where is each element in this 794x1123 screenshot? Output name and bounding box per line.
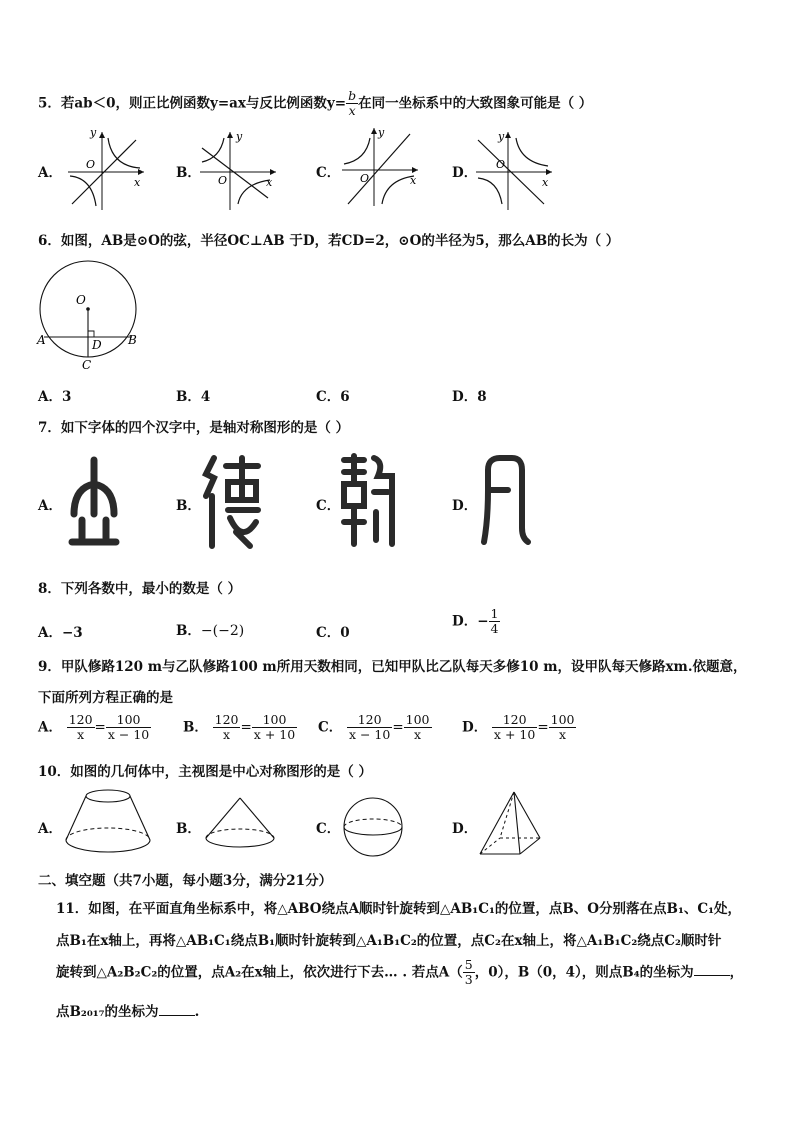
q9-option-b[interactable]: B． $\frac{120}{x}$ = $\frac{100}{x + 10}$ [183, 712, 296, 743]
q9-option-d[interactable]: D． $\frac{120}{x + 10}$ = $\frac{100}{x}$ [462, 712, 575, 743]
svg-text:O: O [86, 158, 96, 171]
q7-option-d[interactable]: D． [452, 498, 478, 514]
q10-option-d[interactable]: D． [452, 821, 478, 837]
q10-stem: 10．如图的几何体中，主视图是中心对称图形的是（ ） [38, 764, 372, 780]
q7-option-c[interactable]: C． [316, 498, 341, 514]
q9-option-c[interactable]: C． $\frac{120}{x - 10}$ = $\frac{100}{x}$ [318, 712, 430, 743]
q7-seal-char-c [338, 452, 398, 552]
q10-option-a[interactable]: A． [38, 821, 62, 837]
q10-pyramid-figure [474, 788, 546, 860]
q7-seal-char-d [478, 450, 538, 550]
q9-stem-line2: 下面所列方程正确的是 [38, 690, 173, 706]
q8-option-d[interactable]: D．− $\frac{1}{4}$ [452, 606, 499, 637]
q11-line1: 11．如图，在平面直角坐标系中，将△ABO绕点A顺时针旋转到△AB₁C₁的位置，点B、O分别落在点B₁、C₁处， [56, 901, 742, 917]
svg-text:x: x [266, 176, 273, 189]
svg-text:x: x [542, 176, 549, 189]
svg-text:y: y [236, 130, 243, 143]
q11-line2: 点B₁在x轴上，再将△AB₁C₁绕点B₁顺时针旋转到△A₁B₁C₂的位置，点C₂在x轴上，将△A₁B₁C₂绕点C₂顺时针 [56, 933, 722, 949]
svg-text:D: D [92, 338, 102, 352]
q10-option-c[interactable]: C． [316, 821, 341, 837]
q5-option-d[interactable]: D． [452, 165, 478, 181]
section-2-title: 二、填空题（共7小题，每小题3分，满分21分） [38, 873, 333, 889]
q6-option-a[interactable]: A．3 [38, 389, 72, 405]
q6-option-d[interactable]: D．8 [452, 389, 487, 405]
svg-text:O: O [496, 158, 506, 171]
q7-option-b[interactable]: B． [176, 498, 201, 514]
q8-option-c[interactable]: C．0 [316, 625, 350, 641]
q11-line3: 旋转到△A₂B₂C₂的位置，点A₂在x轴上，依次进行下去… . 若点A（ $\frac{5}{3}$ ，0），B（0，4），则点B₄的坐标为 ， [56, 957, 744, 988]
q5-graph-a [64, 128, 148, 212]
svg-text:y: y [90, 128, 97, 139]
q5-option-a[interactable]: A． [38, 165, 62, 181]
q5-option-b[interactable]: B． [176, 165, 201, 181]
q9-stem-line1: 9．甲队修路120 m与乙队修路100 m所用天数相同，已知甲队比乙队每天多修10 m，设甲队每天修路xm.依题意， [38, 659, 747, 675]
q5-stem: 5．若ab＜0，则正比例函数y=ax与反比例函数y= $\frac{b}{x}$ 在同一坐标系中的大致图象可能是（ ） [38, 88, 593, 119]
svg-text:A: A [37, 333, 46, 347]
q10-option-b[interactable]: B． [176, 821, 201, 837]
svg-text:O: O [360, 172, 370, 185]
q10-frustum-figure [62, 786, 154, 858]
svg-text:x: x [134, 176, 141, 189]
svg-text:O: O [218, 174, 228, 187]
svg-text:y: y [378, 126, 385, 139]
q6-option-b[interactable]: B．4 [176, 389, 211, 405]
q6-circle-figure [34, 260, 144, 372]
svg-text:O: O [76, 293, 86, 307]
q11-answer-blank-1[interactable] [694, 963, 730, 976]
q9-option-a[interactable]: A． $\frac{120}{x}$ = $\frac{100}{x - 10}$ [38, 712, 150, 743]
q8-option-b[interactable]: B．−(−2) [176, 623, 245, 639]
q7-seal-char-b [200, 452, 264, 552]
svg-text:B: B [128, 333, 137, 347]
svg-text:x: x [410, 174, 417, 187]
q6-stem: 6．如图，AB是⊙O的弦，半径OC⊥AB 于D，若CD=2，⊙O的半径为5，那么AB的长为（ ） [38, 233, 620, 249]
q8-stem: 8．下列各数中，最小的数是（ ） [38, 581, 242, 597]
q8-option-a[interactable]: A．−3 [38, 625, 83, 641]
svg-text:y: y [498, 130, 505, 143]
q11-answer-blank-2[interactable] [159, 1003, 195, 1016]
q5-option-c[interactable]: C． [316, 165, 341, 181]
q7-stem: 7．如下字体的四个汉字中，是轴对称图形的是（ ） [38, 420, 350, 436]
q7-option-a[interactable]: A． [38, 498, 62, 514]
q5-graph-b [196, 128, 280, 212]
q11-line4: 点B₂₀₁₇的坐标为 . [56, 1004, 200, 1020]
q6-option-c[interactable]: C．6 [316, 389, 350, 405]
q7-seal-char-a [64, 454, 124, 550]
q10-sphere-figure [340, 794, 406, 860]
q10-cone-figure [200, 794, 280, 856]
svg-text:C: C [82, 358, 92, 372]
q5-graph-c [338, 124, 422, 208]
q5-graph-d [472, 128, 556, 212]
